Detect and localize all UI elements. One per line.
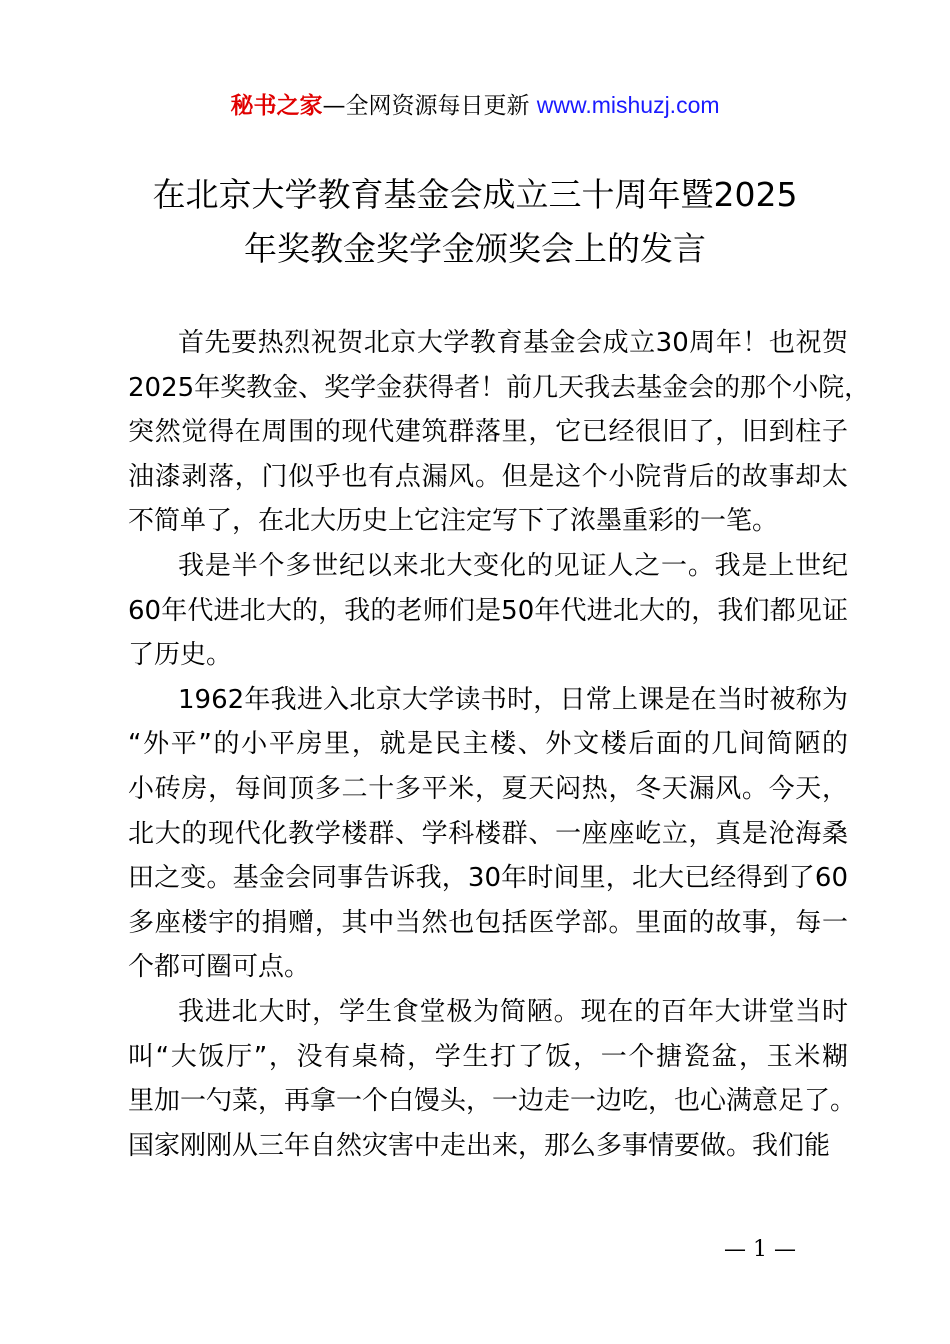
- paragraph-line: 了历史。: [128, 640, 233, 671]
- paragraph-line: 我是半个多世纪以来北大变化的见证人之一。我是上世纪: [178, 550, 848, 581]
- paragraph-line: 个都可圈可点。: [128, 952, 311, 983]
- paragraph-line: 田之变。基金会同事告诉我，30年时间里，北大已经得到了60: [128, 863, 848, 894]
- site-banner: [0, 88, 950, 123]
- paragraph-line: 首先要热烈祝贺北京大学教育基金会成立30周年！也祝贺: [178, 328, 848, 358]
- document-title: [100, 168, 850, 276]
- paragraph-line: 我进北大时，学生食堂极为简陋。现在的百年大讲堂当时: [178, 996, 848, 1027]
- paragraph-line: “外平”的小平房里，就是民主楼、外文楼后面的几间简陋的: [128, 729, 848, 760]
- title-line-2: 年奖教金奖学金颁奖会上的发言: [244, 229, 706, 268]
- site-url[interactable]: www.mishuzj.com: [536, 92, 720, 118]
- paragraph-line: 小砖房，每间顶多二十多平米，夏天闷热，冬天漏风。今天，: [128, 773, 848, 804]
- paragraph-line: 叫“大饭厅”，没有桌椅，学生打了饭，一个搪瓷盆，玉米糊: [128, 1041, 848, 1072]
- paragraph-line: 2025年奖教金、奖学金获得者！前几天我去基金会的那个小院，: [128, 372, 871, 403]
- paragraph-line: 突然觉得在周围的现代建筑群落里，它已经很旧了，旧到柱子: [128, 417, 848, 448]
- site-tagline: —全网资源每日更新: [322, 93, 537, 119]
- paragraph-line: 北大的现代化教学楼群、学科楼群、一座座屹立，真是沧海桑: [128, 818, 848, 849]
- paragraph: [128, 544, 848, 678]
- paragraph-line: 1962年我进入北京大学读书时，日常上课是在当时被称为: [178, 684, 848, 715]
- paragraph-line: 多座楼宇的捐赠，其中当然也包括医学部。里面的故事，每一: [128, 907, 848, 938]
- title-line-1: 在北京大学教育基金会成立三十周年暨2025: [152, 175, 798, 214]
- paragraph: [128, 990, 857, 1168]
- paragraph-line: 里加一勺菜，再拿一个白馒头，一边走一边吃，也心满意足了。: [128, 1086, 857, 1117]
- paragraph-line: 油漆剥落，门似乎也有点漏风。但是这个小院背后的故事却太: [128, 461, 848, 492]
- paragraph-line: 60年代进北大的，我的老师们是50年代进北大的，我们都见证: [128, 595, 848, 626]
- page-number: — 1 —: [724, 1237, 796, 1262]
- paragraph-line: 不简单了，在北大历史上它注定写下了浓墨重彩的一笔。: [128, 506, 779, 537]
- document-body: [128, 321, 871, 1168]
- site-brand: 秘书之家: [230, 93, 323, 119]
- paragraph-line: 国家刚刚从三年自然灾害中走出来，那么多事情要做。我们能: [128, 1130, 831, 1161]
- paragraph: [128, 321, 871, 544]
- paragraph: [128, 678, 848, 990]
